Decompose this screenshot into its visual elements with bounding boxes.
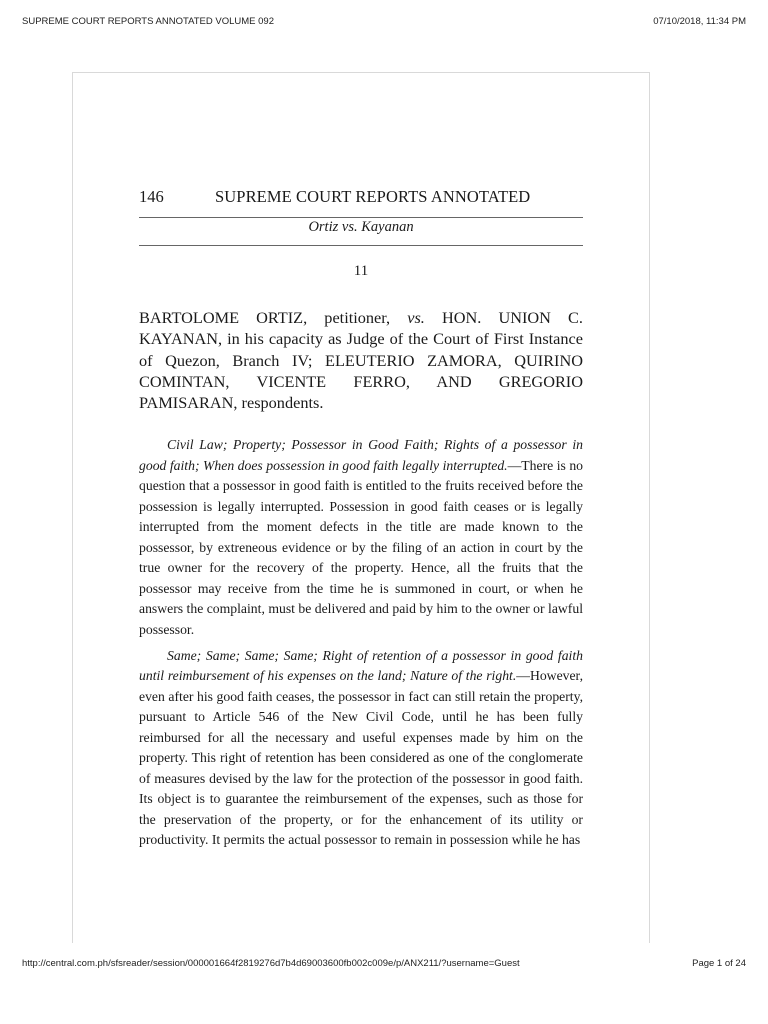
document-title: SUPREME COURT REPORTS ANNOTATED VOLUME 092 (22, 16, 274, 27)
print-timestamp: 07/10/2018, 11:34 PM (653, 16, 746, 27)
syllabus (139, 435, 583, 856)
syllabus-paragraph (139, 646, 583, 851)
page-number: 146 (139, 187, 164, 206)
syllabus-text: —There is no question that a possessor in good faith is entitled to the fruits received before the possession is legally interrupted. Possession in good faith ceases or is legally interrupted from the moment defects in the title are made known to the possessor, by extreneous evidence or by the filing of an action in court by the true owner for the recovery of the property. Hence, all the fruits that the possessor may receive from the time he is summoned in court, or when he answers the complaint, must be delivered and paid by him to the owner or lawful possessor. (139, 457, 584, 637)
syllabus-text: —However, even after his good faith ceases, the possessor in fact can still retain the property, pursuant to Article 546 of the New Civil Code, until he has been fully reimbursed for all the necessary and useful expenses made by him on the property. This right of retention has been considered as one of the conglomerate of measures devised by the law for the protection of the possessor in good faith. Its object is to guarantee the reimbursement of the expenses, such as those for the preservation of the property, or for the enhancement of its utility or productivity. It permits the actual possessor to remain in possession while he has (139, 668, 583, 847)
versus: vs. (407, 308, 425, 327)
case-number: 11 (353, 263, 369, 279)
page-url: http://central.com.ph/sfsreader/session/000001664f2819276d7b4d69003600fb002c009e/p/ANX211/?username=Guest (22, 958, 520, 969)
running-title: SUPREME COURT REPORTS ANNOTATED (215, 187, 531, 206)
page-count: Page 1 of 24 (692, 958, 746, 969)
running-head (139, 187, 583, 211)
headnote: Civil Law; Property; Possessor in Good Faith; Rights of a possessor in good faith; When does possession in good faith legally interrupted. (139, 437, 583, 473)
respondents: HON. UNION C. KAYANAN, in his capacity as Judge of the Court of First Instance of Quezon, Branch IV; ELEUTERIO ZAMORA, QUIRINO COMINTAN, VICENTE FERRO, AND GREGORIO PAMISARAN, respondents. (139, 308, 583, 413)
syllabus-paragraph (139, 435, 583, 640)
headnote: Same; Same; Same; Same; Right of retention of a possessor in good faith until reimbursement of his expenses on the land; Nature of the right. (139, 647, 583, 683)
document-page (72, 72, 650, 943)
case-short-title: Ortiz vs. Kayanan (308, 219, 414, 235)
header-rule-top (139, 217, 583, 218)
header-rule-bottom (139, 245, 583, 246)
petitioner: BARTOLOME ORTIZ, petitioner, (139, 308, 391, 327)
case-parties (139, 307, 583, 413)
